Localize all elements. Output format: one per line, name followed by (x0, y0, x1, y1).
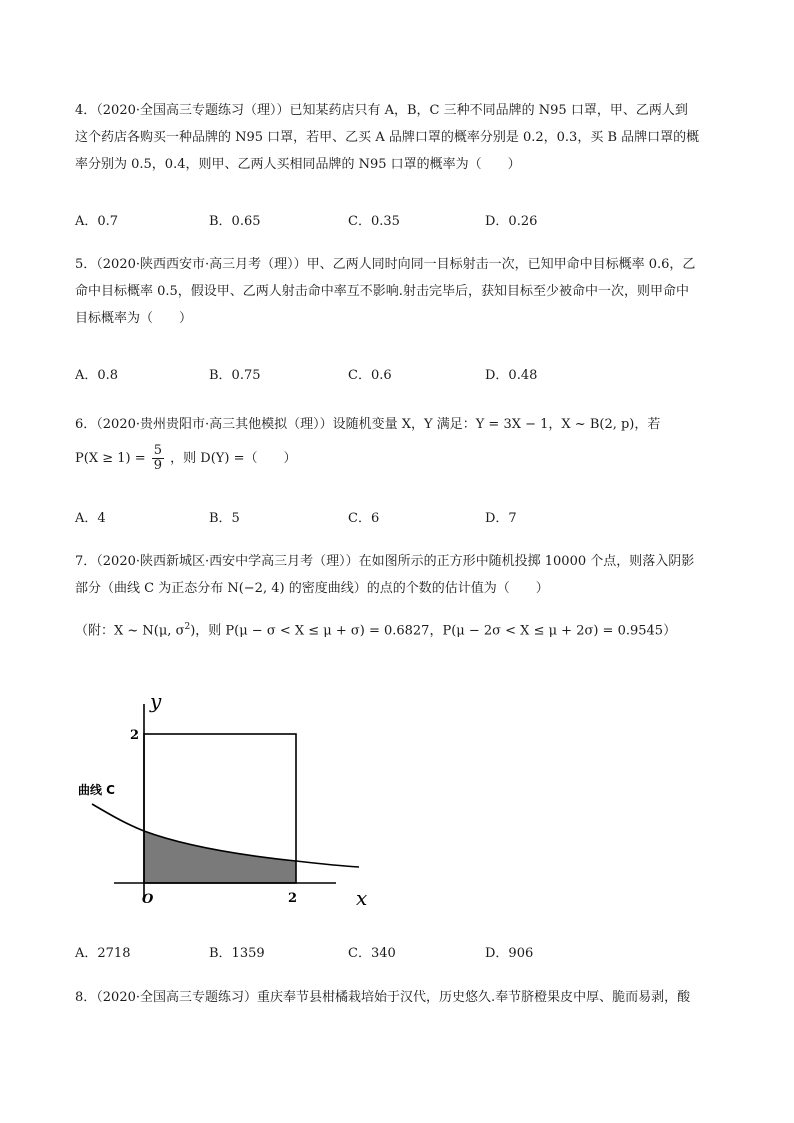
q7-option-b[interactable]: B．1359 (209, 946, 265, 961)
q7-options (75, 942, 725, 962)
q8-line-1: 8．（2020·全国高三专题练习）重庆奉节县柑橘栽培始于汉代，历史悠久.奉节脐橙果皮中厚、脆而易剥，酸 (75, 990, 691, 1005)
q4-option-b[interactable]: B．0.65 (209, 214, 261, 229)
q7-line-1: 7．（2020·陕西新城区·西安中学高三月考（理））在如图所示的正方形中随机投掷 10000 个点，则落入阴影 (75, 554, 695, 569)
origin-label: O (142, 892, 154, 907)
q6-fraction-denominator: 9 (153, 458, 163, 473)
q4-line-2: 这个药店各购买一种品牌的 N95 口罩，若甲、乙买 A 品牌口罩的概率分别是 0.2，0.3，买 B 品牌口罩的概 (75, 130, 700, 145)
q7-note-sup: 2 (184, 622, 191, 632)
q6-line-1: 6．（2020·贵州贵阳市·高三其他模拟（理））设随机变量 X，Y 满足：Y = 3X − 1，X ~ B(2, p)，若 (75, 417, 661, 432)
q6-options (75, 507, 725, 527)
y-tick-2: 2 (130, 728, 140, 743)
q4-option-d[interactable]: D．0.26 (485, 214, 538, 229)
q4-options (75, 210, 725, 230)
q6-option-c[interactable]: C．6 (348, 511, 380, 526)
question-8 (75, 984, 725, 1011)
q7-note-post: )，则 P(μ − σ < X ≤ μ + σ) = 0.6827，P(μ − 2σ < X ≤ μ + 2σ) = 0.9545） (190, 623, 677, 639)
normal-curve-figure (74, 686, 374, 916)
q7-note-pre: （附：X ~ N(μ, σ (75, 623, 185, 639)
q6-line-2-pre: P(X ≥ 1) = (75, 451, 146, 466)
q5-option-b[interactable]: B．0.75 (209, 368, 261, 383)
q7-option-d[interactable]: D．906 (485, 946, 534, 961)
q5-option-c[interactable]: C．0.6 (348, 368, 392, 383)
q6-option-a[interactable]: A．4 (75, 511, 106, 526)
q6-fraction-numerator: 5 (153, 443, 163, 458)
q7-line-2: 部分（曲线 C 为正态分布 N(−2, 4) 的密度曲线）的点的个数的估计值为（ ） (75, 581, 549, 596)
y-axis-label: y (150, 689, 162, 713)
q5-line-2: 命中目标概率 0.5，假设甲、乙两人射击命中率互不影响.射击完毕后，获知目标至少被命中一次，则甲命中 (75, 284, 689, 299)
q5-option-a[interactable]: A．0.8 (75, 368, 119, 383)
q6-fraction (152, 444, 164, 473)
q4-option-c[interactable]: C．0.35 (348, 214, 400, 229)
curve-label: 曲线 C (78, 783, 115, 797)
question-6 (75, 411, 725, 476)
q6-line-2 (75, 442, 725, 476)
q4-line-1: 4．（2020·全国高三专题练习（理））已知某药店只有 A，B，C 三种不同品牌的 N95 口罩，甲、乙两人到 (75, 103, 688, 118)
question-5 (75, 251, 725, 332)
q5-option-d[interactable]: D．0.48 (485, 368, 538, 383)
q5-line-1: 5．（2020·陕西西安市·高三月考（理））甲、乙两人同时向同一目标射击一次，已知甲命中目标概率 0.6，乙 (75, 257, 696, 272)
x-axis-label: x (356, 886, 368, 910)
question-4 (75, 97, 725, 178)
q6-option-d[interactable]: D．7 (485, 511, 517, 526)
q7-note (75, 614, 725, 644)
question-7 (75, 548, 725, 644)
q4-option-a[interactable]: A．0.7 (75, 214, 119, 229)
q7-option-a[interactable]: A．2718 (75, 946, 131, 961)
q6-line-2-post: ，则 D(Y) =（ ） (170, 451, 297, 466)
x-tick-2: 2 (288, 891, 298, 906)
q4-line-3: 率分别为 0.5，0.4，则甲、乙两人买相同品牌的 N95 口罩的概率为（ ） (75, 157, 521, 172)
q6-option-b[interactable]: B．5 (209, 511, 240, 526)
q7-option-c[interactable]: C．340 (348, 946, 396, 961)
q5-options (75, 364, 725, 384)
q5-line-3: 目标概率为（ ） (75, 311, 193, 326)
